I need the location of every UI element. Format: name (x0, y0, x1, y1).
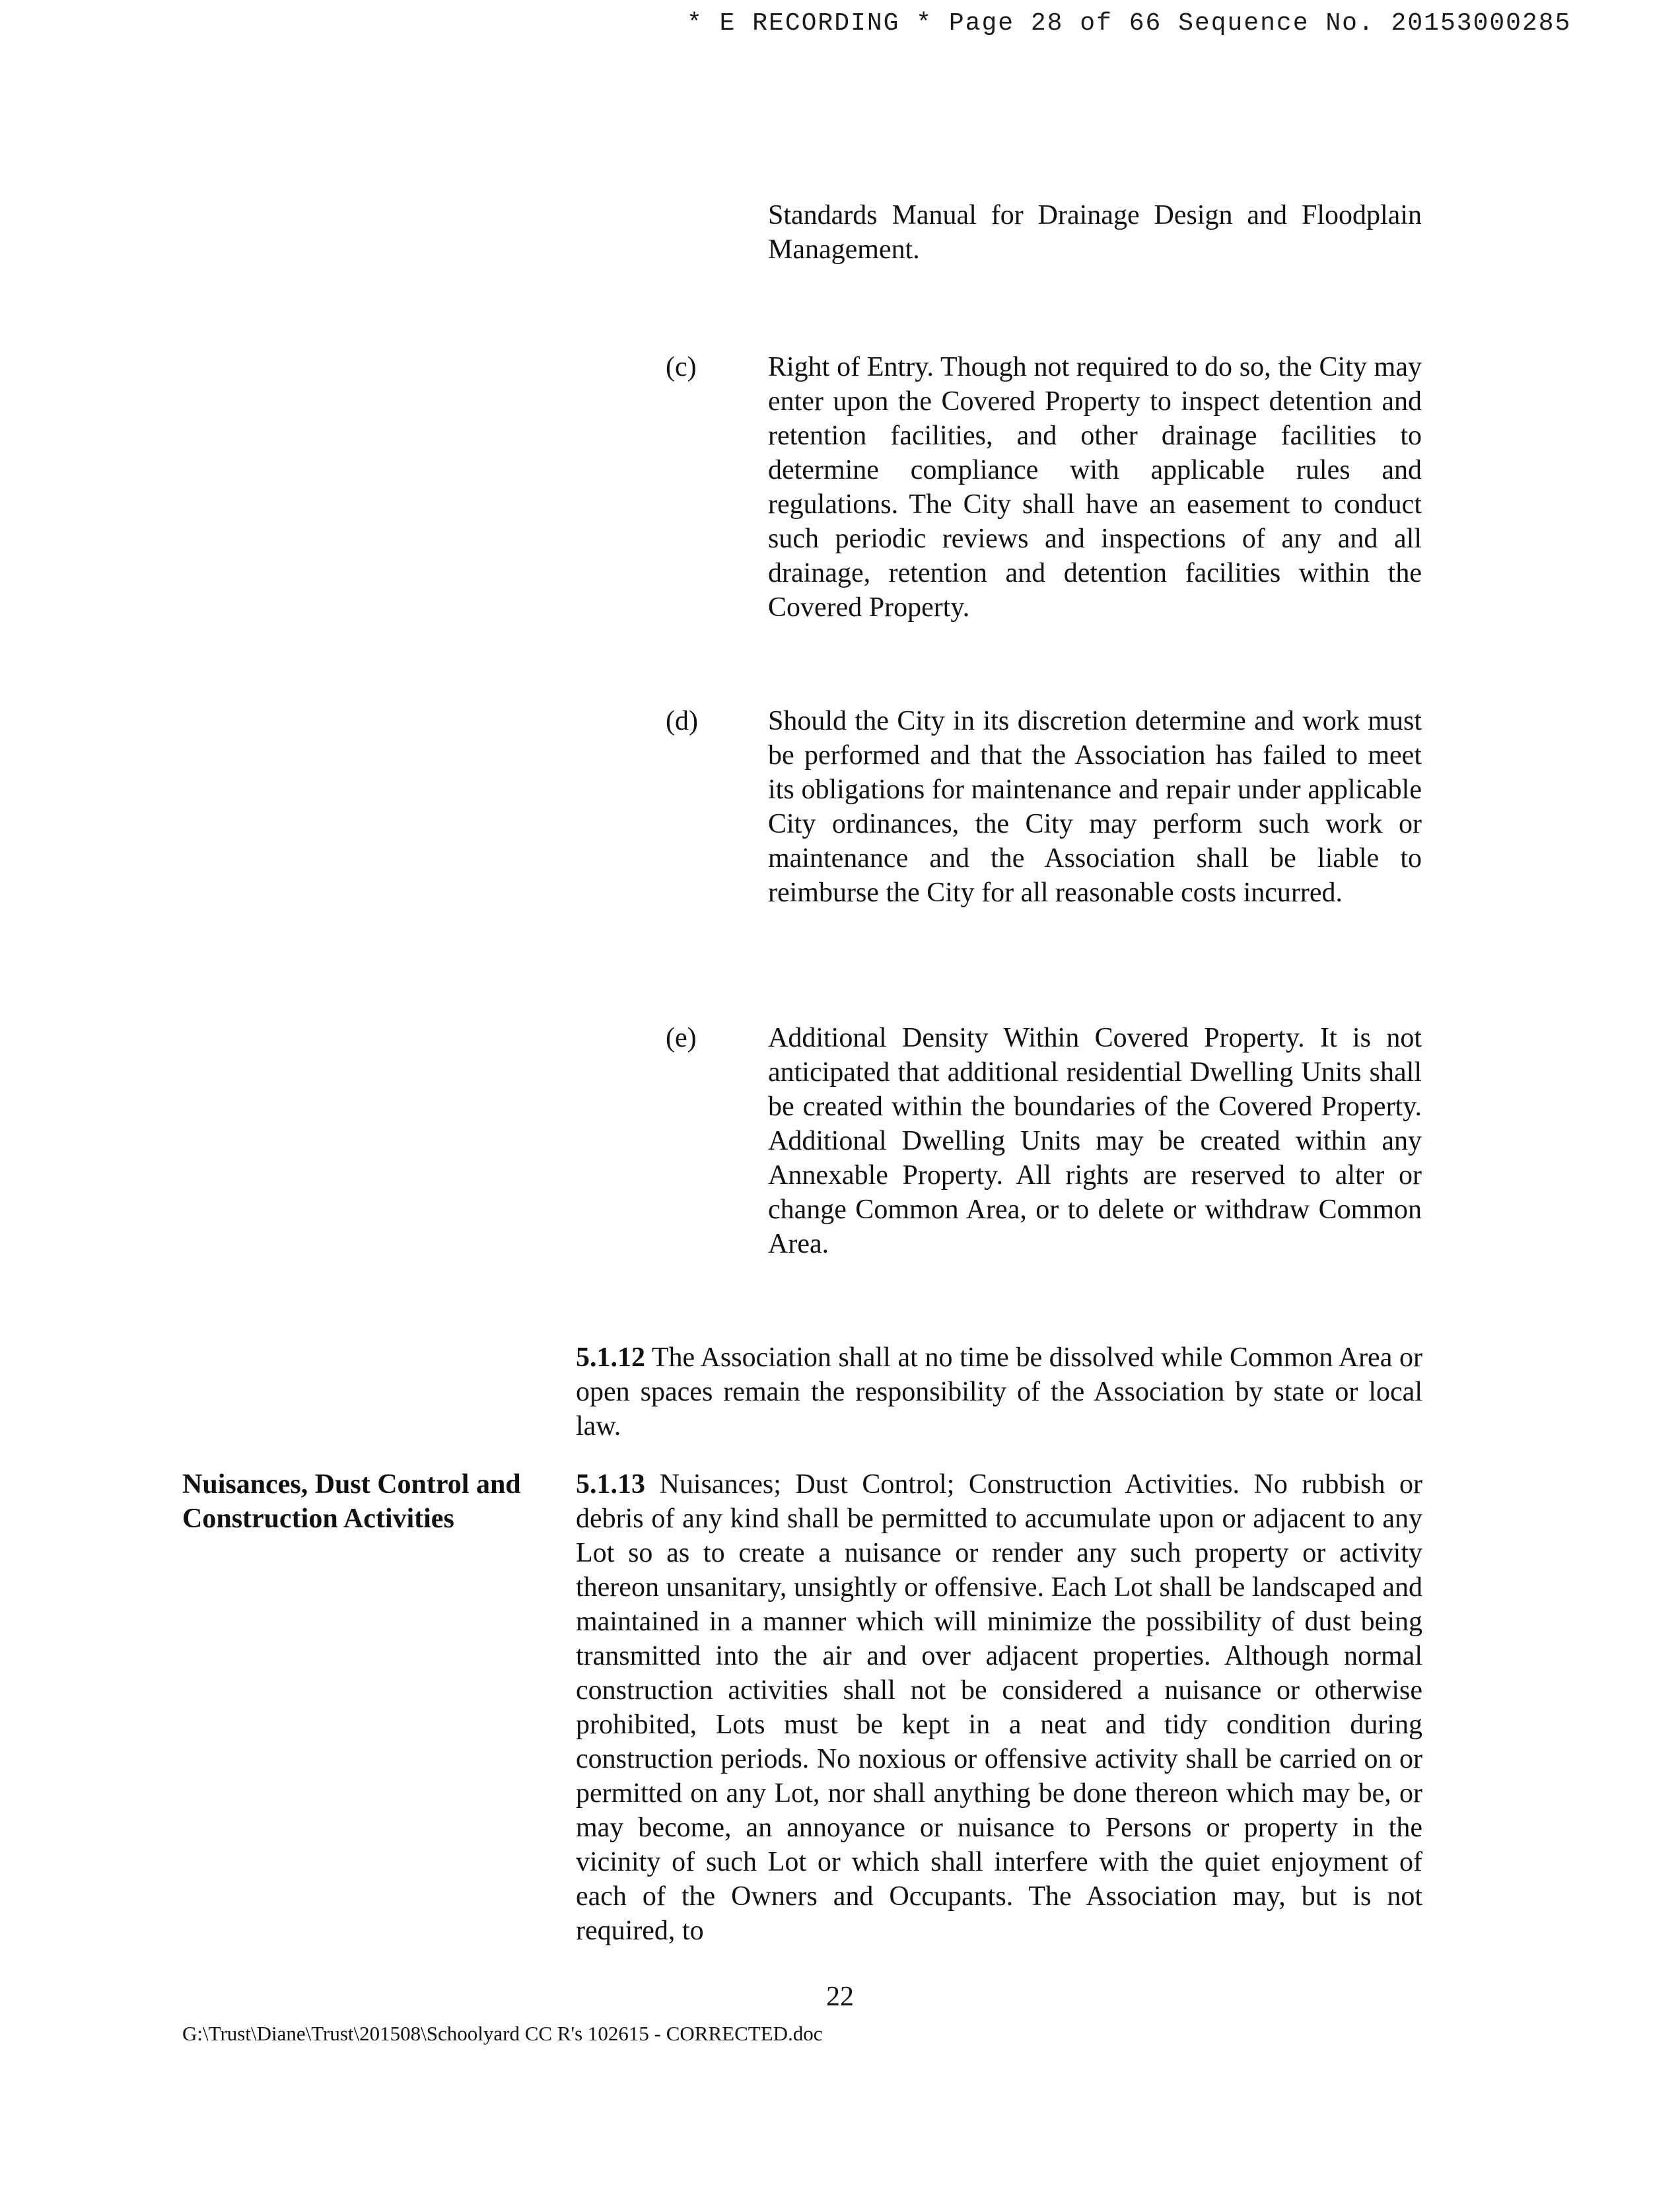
subsection-text-d: Should the City in its discretion determine and work must be performed and that the Association has failed to meet its obligations for maintenance and repair under applicable City ordinances, the City may perform such work or maintenance and the Association shall be liable to reimburse the City for all reasonable costs incurred. (768, 706, 1422, 908)
section-5-1-12 (576, 1340, 1422, 1443)
continuation-paragraph: Standards Manual for Drainage Design and Floodplain Management. (768, 200, 1422, 265)
section-number: 5.1.12 (576, 1342, 645, 1373)
side-heading-nuisances: Nuisances, Dust Control and Construction Activities (182, 1469, 521, 1534)
section-5-1-13 (576, 1467, 1422, 1948)
recording-stamp: * E RECORDING * Page 28 of 66 Sequence No. 20153000285 (687, 9, 1572, 38)
file-path: G:\Trust\Diane\Trust\201508\Schoolyard CC R's 102615 - CORRECTED.doc (182, 2022, 823, 2045)
subsection-label-d: (d) (666, 706, 698, 736)
section-number: 5.1.13 (576, 1469, 645, 1500)
section-body: Nuisances; Dust Control; Construction Activities. No rubbish or debris of any kind shall be permitted to accumulate upon or adjacent to any Lot so as to create a nuisance or render any such property or activity thereon unsanitary, unsightly or offensive. Each Lot shall be landscaped and maintained in a manner which will minimize the possibility of dust being transmitted into the air and over adjacent properties. Although normal construction activities shall not be considered a nuisance or otherwise prohibited, Lots must be kept in a neat and tidy condition during construction periods. No noxious or offensive activity shall be carried on or permitted on any Lot, nor shall anything be done thereon which may be, or may become, an annoyance or nuisance to Persons or property in the vicinity of such Lot or which shall interfere with the quiet enjoyment of each of the Owners and Occupants. The Association may, but is not required, to (576, 1469, 1423, 1946)
subsection-label-e: (e) (666, 1023, 697, 1053)
subsection-text-c: Right of Entry. Though not required to do so, the City may enter upon the Covered Property to inspect detention and retention facilities, and other drainage facilities to determine compliance with applicable rules and regulations. The City shall have an easement to conduct such periodic reviews and inspections of any and all drainage, retention and detention facilities within the Covered Property. (768, 352, 1422, 623)
page-number: 22 (826, 1982, 854, 2012)
subsection-label-c: (c) (666, 352, 697, 382)
subsection-text-e: Additional Density Within Covered Property. It is not anticipated that additional residential Dwelling Units shall be created within the boundaries of the Covered Property. Additional Dwelling Units may be created within any Annexable Property. All rights are reserved to alter or change Common Area, or to delete or withdraw Common Area. (768, 1023, 1422, 1259)
section-body: The Association shall at no time be dissolved while Common Area or open spaces remain the responsibility of the Association by state or local law. (576, 1342, 1422, 1441)
